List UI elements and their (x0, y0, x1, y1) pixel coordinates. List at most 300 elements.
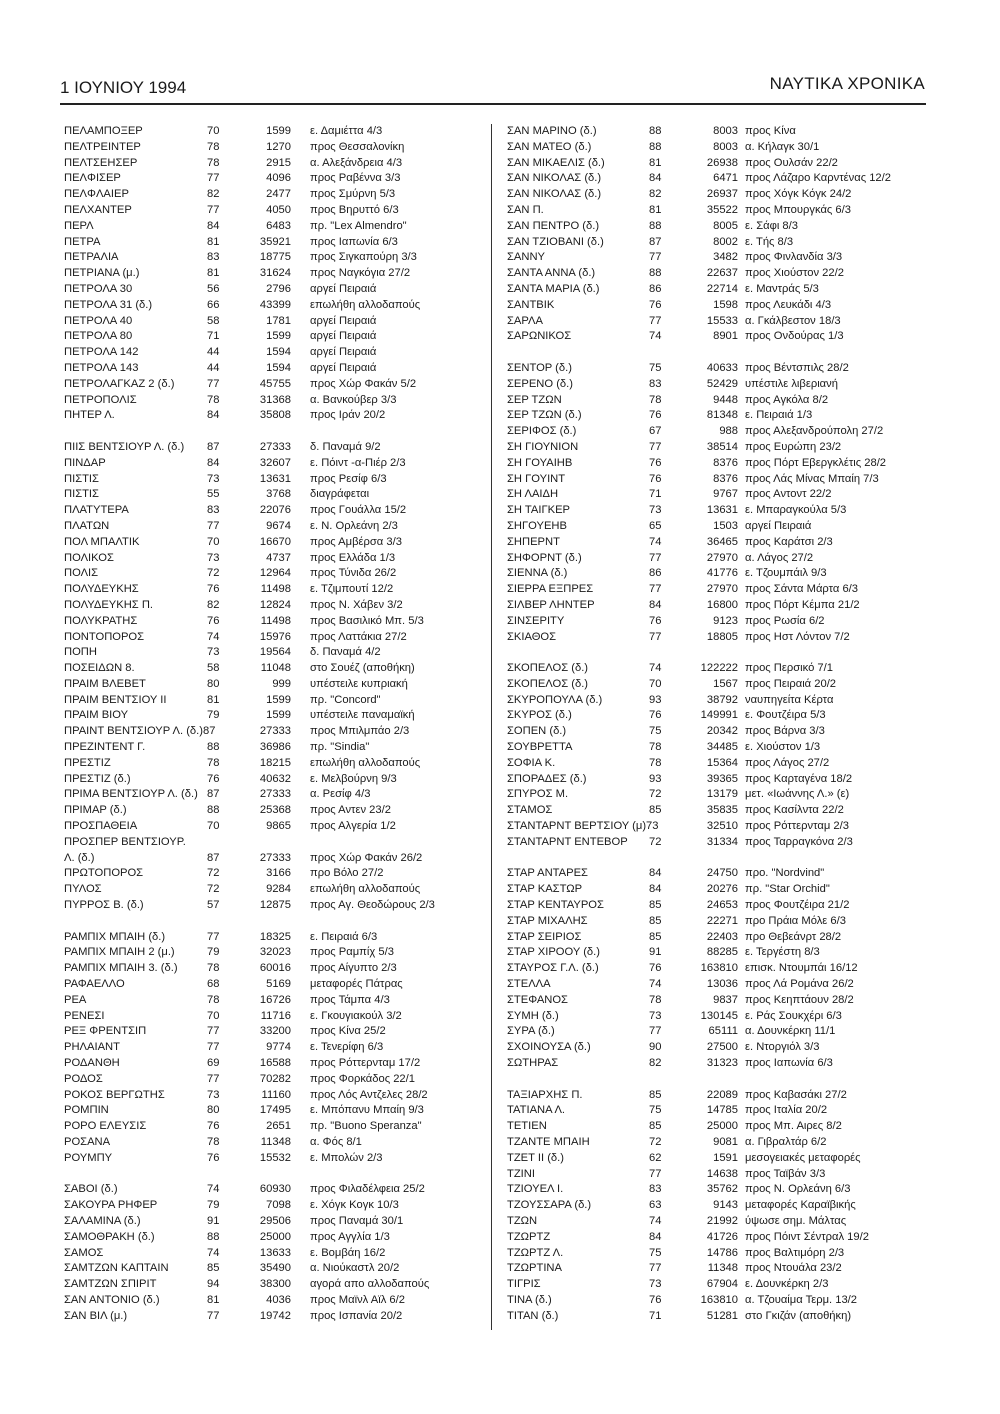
ship-entry (507, 250, 932, 266)
ship-entry (64, 677, 486, 693)
ship-name: ΣΑΝ ΜΑΡΙΝΟ (δ.) (507, 125, 597, 137)
build-year: 81 (207, 267, 220, 280)
ship-name: ΣΤΑΡ ΚΑΣΤΩΡ (507, 883, 583, 896)
build-year: 73 (649, 1278, 662, 1291)
ship-entry (64, 803, 486, 819)
status-note: προς Πόρτ Εβεργκλέτις 28/2 (745, 456, 887, 469)
status-note: προς Κίνα (745, 125, 796, 137)
tonnage: 9123 (713, 614, 738, 627)
ship-entry (64, 156, 486, 172)
ship-name: ΣΑΝΝΥ (507, 251, 545, 264)
ship-entry (507, 424, 932, 440)
tonnage: 16670 (259, 535, 291, 548)
ship-entry (507, 472, 932, 488)
ship-entry (64, 693, 486, 709)
ship-entry (507, 1261, 932, 1277)
ship-name: ΣΕΝΤΟΡ (δ.) (507, 361, 572, 374)
build-year: 71 (649, 1309, 662, 1322)
tonnage: 22271 (706, 914, 738, 927)
status-note: ύψωσε σημ. Μάλτας (745, 1214, 847, 1227)
ship-name: ΣΠΥΡΟΣ Μ. (507, 788, 569, 801)
status-note: προς Ιταλία 20/2 (745, 1104, 828, 1117)
build-year: 63 (649, 1199, 662, 1212)
ship-name: ΣΤΑΥΡΟΣ Γ.Λ. (δ.) (507, 962, 599, 975)
tonnage: 2796 (266, 282, 291, 295)
build-year: 73 (649, 504, 662, 517)
tonnage: 19742 (259, 1309, 291, 1322)
tonnage: 16800 (706, 598, 738, 611)
ship-name: ΠΡΑΙΜ ΒΙΟΥ (64, 709, 129, 722)
status-note: αργεί Πειραιά (310, 346, 377, 359)
ship-name: ΡΑΜΠΙΧ ΜΠΑΙΗ 2 (μ.) (64, 946, 175, 959)
ship-entry (507, 156, 932, 172)
tonnage: 9767 (713, 488, 738, 501)
status-note: προς Φινλανδία 3/3 (745, 251, 843, 264)
status-note: προς Ν. Ορλεάνη 6/3 (745, 1183, 851, 1196)
tonnage: 27333 (259, 440, 291, 453)
ship-name: ΣΕΡΙΦΟΣ (δ.) (507, 425, 577, 438)
tonnage: 27970 (706, 583, 738, 596)
tonnage: 9674 (266, 519, 291, 532)
status-note: ε. Χιούστον 1/3 (745, 741, 821, 754)
tonnage: 88285 (706, 946, 738, 959)
ship-entry (507, 140, 932, 156)
ship-name: ΣΑΝΤΑ ΜΑΡΙΑ (δ.) (507, 282, 600, 295)
ship-entry (507, 1309, 932, 1325)
ship-entry (507, 1230, 932, 1246)
build-year: 85 (649, 1088, 662, 1101)
ship-entry (64, 930, 486, 946)
ship-entry (64, 1182, 486, 1198)
ship-name: ΣΑΝΤΒΙΚ (507, 298, 555, 311)
tonnage: 70282 (259, 1072, 291, 1085)
status-note: προς Κίνα 25/2 (310, 1025, 386, 1038)
tonnage: 65111 (708, 1025, 738, 1038)
ship-name: ΠΡΟΣΠΕΡ ΒΕΝΤΣΙΟΥΡ. (64, 835, 186, 848)
ship-entry (507, 835, 932, 851)
status-note: προς Σιγκαπούρη 3/3 (310, 251, 417, 264)
ship-entry (507, 1151, 932, 1167)
ship-entry (507, 377, 932, 393)
tonnage: 13036 (706, 978, 738, 991)
tonnage: 15532 (259, 1151, 291, 1164)
ship-entry (64, 187, 486, 203)
ship-entry (507, 898, 932, 914)
ship-name: ΠΛΑΤΥΤΕΡΑ (64, 504, 129, 517)
tonnage: 18775 (259, 251, 291, 264)
ship-name: ΠΕΤΡΑ (64, 235, 101, 248)
build-year: 84 (207, 409, 220, 422)
ship-name: ΣΑΝ ΒΙΛ (μ.) (64, 1309, 128, 1322)
tonnage: 8376 (713, 472, 738, 485)
ship-name: ΡΟΣΑΝΑ (64, 1136, 111, 1148)
tonnage: 31624 (259, 267, 291, 280)
ship-entry (64, 1309, 486, 1325)
build-year: 84 (207, 456, 220, 469)
build-year: 72 (649, 1136, 662, 1148)
build-year: 78 (649, 993, 662, 1006)
status-note: προς Μαϊνλ Αϊλ 6/2 (310, 1293, 405, 1306)
tonnage: 36986 (259, 741, 291, 754)
ship-name: ΡΑΦΑΕΛΛΟ (64, 978, 125, 991)
status-note: προς Πειραιά 20/2 (745, 677, 837, 690)
ship-entry (64, 945, 486, 961)
ship-name: ΣΑΝ ΝΙΚΟΛΑΣ (δ.) (507, 172, 602, 185)
build-year: 81 (649, 203, 662, 216)
status-note: ε. Βομβάη 16/2 (310, 1246, 386, 1259)
ship-entry (64, 1151, 486, 1167)
ship-name: ΠΙΣΤΙΣ (64, 488, 99, 501)
build-year: 78 (207, 393, 220, 406)
tonnage: 1599 (266, 125, 291, 137)
build-year: 73 (207, 472, 220, 485)
tonnage: 19564 (259, 646, 291, 659)
ship-entry (64, 551, 486, 567)
section-gap (507, 1072, 932, 1088)
build-year: 74 (207, 1183, 220, 1196)
tonnage: 4036 (266, 1293, 291, 1306)
ship-name: ΣΚΙΑΘΟΣ (507, 630, 557, 643)
ship-entry (507, 1198, 932, 1214)
ship-name: ΡΟΔΑΝΘΗ (64, 1057, 120, 1070)
ship-name: ΠΕΤΡΟΛΑ 30 (64, 282, 133, 295)
ship-name: ΤΑΞΙΑΡΧΗΣ Π. (507, 1088, 583, 1101)
status-note: προς Ταρραγκόνα 2/3 (745, 835, 853, 848)
status-note: προς Λάζαρο Καρντένας 12/2 (745, 172, 891, 185)
build-year: 56 (207, 282, 220, 295)
status-note: προς Μπ. Αιρες 8/2 (745, 1120, 842, 1133)
status-note: προς Μπιλμπάο 2/3 (310, 725, 410, 738)
tonnage: 25000 (259, 1230, 291, 1243)
ship-entry (507, 503, 932, 519)
ship-name: ΠΡΕΣΤΙΖ (δ.) (64, 772, 131, 785)
ship-entry (64, 961, 486, 977)
build-year: 91 (649, 946, 662, 959)
tonnage: 34485 (706, 741, 738, 754)
tonnage: 35835 (706, 804, 738, 817)
build-year: 84 (207, 219, 220, 232)
build-year: 84 (649, 1230, 662, 1243)
status-note: προς Αίγυπτο 2/3 (310, 962, 397, 975)
status-note: προς Καράτσι 2/3 (745, 535, 833, 548)
status-note: προς Βαλτιμόρη 2/3 (745, 1246, 845, 1259)
build-year: 74 (649, 330, 662, 343)
build-year: 70 (649, 677, 662, 690)
tonnage: 11348 (260, 1136, 291, 1148)
section-gap (507, 345, 932, 361)
ship-entry (64, 440, 486, 456)
status-note: μεταφορές Καραϊβικής (745, 1199, 856, 1212)
ship-entry (507, 219, 932, 235)
build-year: 70 (207, 1009, 220, 1022)
build-year: 77 (649, 1262, 662, 1275)
ship-name: ΤΖΙΟΥΕΛ Ι. (507, 1183, 564, 1196)
status-note: υπέστειλε κυπριακή (310, 677, 408, 690)
status-note: προς Αγ. Θεοδώρους 2/3 (310, 899, 435, 912)
ship-name: ΡΟΔΟΣ (64, 1072, 103, 1085)
status-note: προς Βηρυττό 6/3 (310, 203, 399, 216)
ship-entry (64, 614, 486, 630)
status-note: προς Αγκόλα 8/2 (745, 393, 829, 406)
build-year: 78 (649, 756, 662, 769)
tonnage: 3166 (266, 867, 291, 880)
ship-name: ΠΡΑΙΜ ΒΕΝΤΣΙΟΥ ΙΙ (64, 693, 167, 706)
tonnage: 15976 (259, 630, 291, 643)
ship-entry (64, 345, 486, 361)
ship-name: ΠΡΙΜΑΡ (δ.) (64, 804, 127, 817)
ship-name: ΠΕΡΛ (64, 219, 94, 232)
build-year: 87 (207, 788, 220, 801)
ship-entry (507, 1088, 932, 1104)
ship-entry (507, 124, 932, 140)
status-note: προς Πόιντ Σέντραλ 19/2 (745, 1230, 869, 1243)
ship-name: ΣΤΑΝΤΑΡΝΤ ΒΕΡΤΣΙΟΥ (μ)73 (507, 820, 659, 833)
build-year: 83 (649, 1183, 662, 1196)
tonnage: 25368 (259, 804, 291, 817)
status-note: προ. "Nordvind" (745, 867, 825, 880)
ship-entry (64, 203, 486, 219)
ship-entry (64, 456, 486, 472)
ship-name: ΣΤΕΛΛΑ (507, 978, 551, 991)
tonnage: 27333 (259, 851, 291, 864)
build-year: 84 (649, 883, 662, 896)
section-gap (507, 645, 932, 661)
build-year: 77 (207, 1041, 220, 1054)
status-note: α. Νιούκαστλ 20/2 (310, 1262, 400, 1275)
ship-entry (64, 630, 486, 646)
tonnage: 1594 (266, 346, 291, 359)
status-note: επισκ. Ντουμπάι 16/12 (745, 962, 858, 975)
ship-name: ΣΤΑΝΤΑΡΝΤ ΕΝΤΕΒΟΡ (507, 835, 628, 848)
ship-name: ΣΚΥΡΟΣ (δ.) (507, 709, 572, 722)
tonnage: 27500 (706, 1041, 738, 1054)
ship-name: ΤΖΙΝΙ (507, 1167, 535, 1180)
ship-entry (64, 235, 486, 251)
ship-name: ΠΟΛΙΣ (64, 567, 99, 580)
ship-name: ΠΡΑΙΝΤ ΒΕΝΤΣΙΟΥΡ Λ. (δ.)87 (64, 725, 216, 738)
ship-name: ΠΕΤΡΑΛΙΑ (64, 251, 119, 264)
build-year: 93 (649, 772, 662, 785)
ship-name: ΡΕΑ (64, 993, 87, 1006)
ship-entry (64, 582, 486, 598)
status-note: αργεί Πειραιά (310, 330, 377, 343)
tonnage: 81348 (706, 409, 738, 422)
tonnage: 2915 (266, 156, 291, 169)
tonnage: 999 (272, 677, 291, 690)
build-year: 80 (207, 677, 220, 690)
build-year: 70 (207, 820, 220, 833)
tonnage: 60016 (259, 962, 291, 975)
tonnage: 22403 (706, 930, 738, 943)
ship-name: ΤΙΓΡΙΣ (507, 1278, 541, 1291)
ship-entry (64, 393, 486, 409)
build-year: 78 (207, 756, 220, 769)
tonnage: 9837 (713, 993, 738, 1006)
build-year: 74 (649, 1214, 662, 1227)
status-note: προ Θεβεάνρτ 28/2 (745, 930, 842, 943)
status-note: ε. Τεργέστη 8/3 (745, 946, 820, 959)
tonnage: 3482 (713, 251, 738, 264)
ship-entry (507, 756, 932, 772)
ship-name: ΣΑΝ ΜΑΤΕΟ (δ.) (507, 140, 592, 153)
ship-name: ΠΟΝΤΟΠΟΡΟΣ (64, 630, 145, 643)
status-note: α. Τζουαίμα Τερμ. 13/2 (745, 1293, 858, 1306)
ship-name: ΣΩΤΗΡΑΣ (507, 1057, 559, 1070)
ship-name: ΠΛΑΤΩΝ (64, 519, 110, 532)
build-year: 72 (207, 867, 220, 880)
tonnage: 1594 (266, 361, 291, 374)
tonnage: 31323 (706, 1057, 738, 1070)
build-year: 86 (649, 282, 662, 295)
status-note: προς Ν. Χάβεν 3/2 (310, 598, 403, 611)
ship-name: ΣΑΜΟΘΡΑΚΗ (δ.) (64, 1230, 155, 1243)
build-year: 71 (649, 488, 662, 501)
ship-name: ΣΤΑΡ ΑΝΤΑΡΕΣ (507, 867, 588, 880)
status-note: προς Λευκάδι 4/3 (745, 298, 832, 311)
ship-entry (507, 1024, 932, 1040)
tonnage: 1270 (266, 140, 291, 153)
ship-entry (507, 598, 932, 614)
status-note: δ. Παναμά 9/2 (310, 440, 381, 453)
ship-name: ΡΕΞ ΦΡΕΝΤΣΙΠ (64, 1025, 147, 1038)
ship-entry (507, 314, 932, 330)
ship-entry (64, 1103, 486, 1119)
ship-entry (507, 487, 932, 503)
ship-entry (64, 835, 486, 851)
build-year: 81 (207, 235, 220, 248)
build-year: 88 (207, 804, 220, 817)
tonnage: 32607 (259, 456, 291, 469)
status-note: προς Παναμά 30/1 (310, 1214, 404, 1227)
status-note: α. Γκάλβεστον 18/3 (745, 314, 841, 327)
tonnage: 67904 (706, 1278, 738, 1291)
tonnage: 12964 (259, 567, 291, 580)
tonnage: 11498 (260, 614, 291, 627)
status-note: ε. Ν. Ορλεάνη 2/3 (310, 519, 398, 532)
ship-entry (507, 456, 932, 472)
ship-entry (64, 724, 486, 740)
status-note: αργεί Πειραιά (310, 282, 377, 295)
ship-name: ΣΑΚΟΥΡΑ ΡΗΦΕΡ (64, 1199, 158, 1212)
ship-entry (64, 787, 486, 803)
status-note: ε. Μαντράς 5/3 (745, 282, 819, 295)
status-note: προς Ραβέννα 3/3 (310, 172, 401, 185)
status-note: πρ. "Concord" (310, 693, 381, 706)
status-note: προς Περσικό 7/1 (745, 662, 833, 675)
ship-name: ΠΟΛΥΔΕΥΚΗΣ Π. (64, 598, 154, 611)
tonnage: 1599 (266, 330, 291, 343)
build-year: 77 (649, 551, 662, 564)
status-note: προς Καβασάκι 27/2 (745, 1088, 847, 1101)
status-note: προς Πόρτ Κέμπα 21/2 (745, 598, 860, 611)
build-year: 74 (207, 630, 220, 643)
section-gap (507, 851, 932, 867)
status-note: μεταφορές Πάτρας (310, 978, 403, 991)
tonnage: 1567 (713, 677, 738, 690)
build-year: 75 (649, 1246, 662, 1259)
tonnage: 35808 (259, 409, 291, 422)
build-year: 75 (649, 725, 662, 738)
ship-name: ΣΗΓΟΥΕΗΒ (507, 519, 567, 532)
tonnage: 11160 (261, 1088, 291, 1101)
ship-entry (64, 898, 486, 914)
tonnage: 15364 (706, 756, 738, 769)
tonnage: 2477 (266, 188, 291, 201)
ship-entry (507, 803, 932, 819)
ship-name: ΡΗΛΑΙΑΝΤ (64, 1041, 120, 1054)
build-year: 79 (207, 709, 220, 722)
tonnage: 36465 (706, 535, 738, 548)
status-note: προς Βασιλικό Μπ. 5/3 (310, 614, 424, 627)
ship-entry (507, 945, 932, 961)
tonnage: 7098 (266, 1199, 291, 1212)
tonnage: 32510 (706, 820, 738, 833)
tonnage: 22637 (706, 267, 738, 280)
status-note: προς Ισπανία 20/2 (310, 1309, 403, 1322)
build-year: 74 (649, 978, 662, 991)
ship-name: ΠΟΠΗ (64, 646, 97, 659)
build-year: 77 (649, 583, 662, 596)
section-gap (64, 424, 486, 440)
status-note: προς Σμύρνη 5/3 (310, 188, 396, 201)
ship-entry (507, 1182, 932, 1198)
ship-entry (507, 1214, 932, 1230)
ship-name: ΣΗ ΓΙΟΥΝΙΟΝ (507, 440, 579, 453)
ship-name: ΠΙΙΣ ΒΕΝΤΣΙΟΥΡ Λ. (δ.) (64, 440, 185, 453)
right-column (507, 124, 932, 1325)
status-note: προς Ρεσίφ 6/3 (310, 472, 387, 485)
tonnage: 31368 (259, 393, 291, 406)
ship-entry (64, 977, 486, 993)
status-note: προς Αλγερία 1/2 (310, 820, 396, 833)
ship-name: ΡΕΝΕΣΙ (64, 1009, 105, 1022)
build-year: 77 (207, 203, 220, 216)
ship-entry (507, 582, 932, 598)
tonnage: 8005 (713, 219, 738, 232)
status-note: προς Ονδούρας 1/3 (745, 330, 844, 343)
tonnage: 12875 (259, 899, 291, 912)
tonnage: 26938 (706, 156, 738, 169)
status-note: πρ. "Sindia" (310, 741, 370, 754)
tonnage: 130145 (700, 1009, 738, 1022)
ship-name: ΣΗ ΓΟΥΑΙΗΒ (507, 456, 573, 469)
status-note: προς Φορκάδος 22/1 (310, 1072, 415, 1085)
tonnage: 26937 (706, 188, 738, 201)
tonnage: 149991 (700, 709, 738, 722)
build-year: 88 (649, 140, 662, 153)
tonnage: 3768 (266, 488, 291, 501)
tonnage: 45755 (259, 377, 291, 390)
ship-entry (64, 377, 486, 393)
build-year: 85 (649, 804, 662, 817)
ship-entry (507, 1056, 932, 1072)
build-year: 78 (207, 993, 220, 1006)
build-year: 76 (649, 1293, 662, 1306)
build-year: 83 (207, 504, 220, 517)
build-year: 77 (649, 1167, 662, 1180)
status-note: προς Ιαπωνία 6/3 (745, 1057, 833, 1070)
status-note: προς Θεσσαλονίκη (310, 140, 405, 153)
ship-name: ΤΖΩΡΤΙΝΑ (507, 1262, 562, 1275)
build-year: 83 (207, 251, 220, 264)
ship-name: ΣΟΥΒΡΕΤΤΑ (507, 741, 573, 754)
ship-entry (64, 1246, 486, 1262)
status-note: επωλήθη αλλοδαπούς (310, 756, 421, 769)
status-note: προ Βόλο 27/2 (310, 867, 384, 880)
status-note: προς Αλεξανδρούπολη 27/2 (745, 425, 884, 438)
status-note: προς Αμβέρσα 3/3 (310, 535, 402, 548)
build-year: 82 (649, 188, 662, 201)
